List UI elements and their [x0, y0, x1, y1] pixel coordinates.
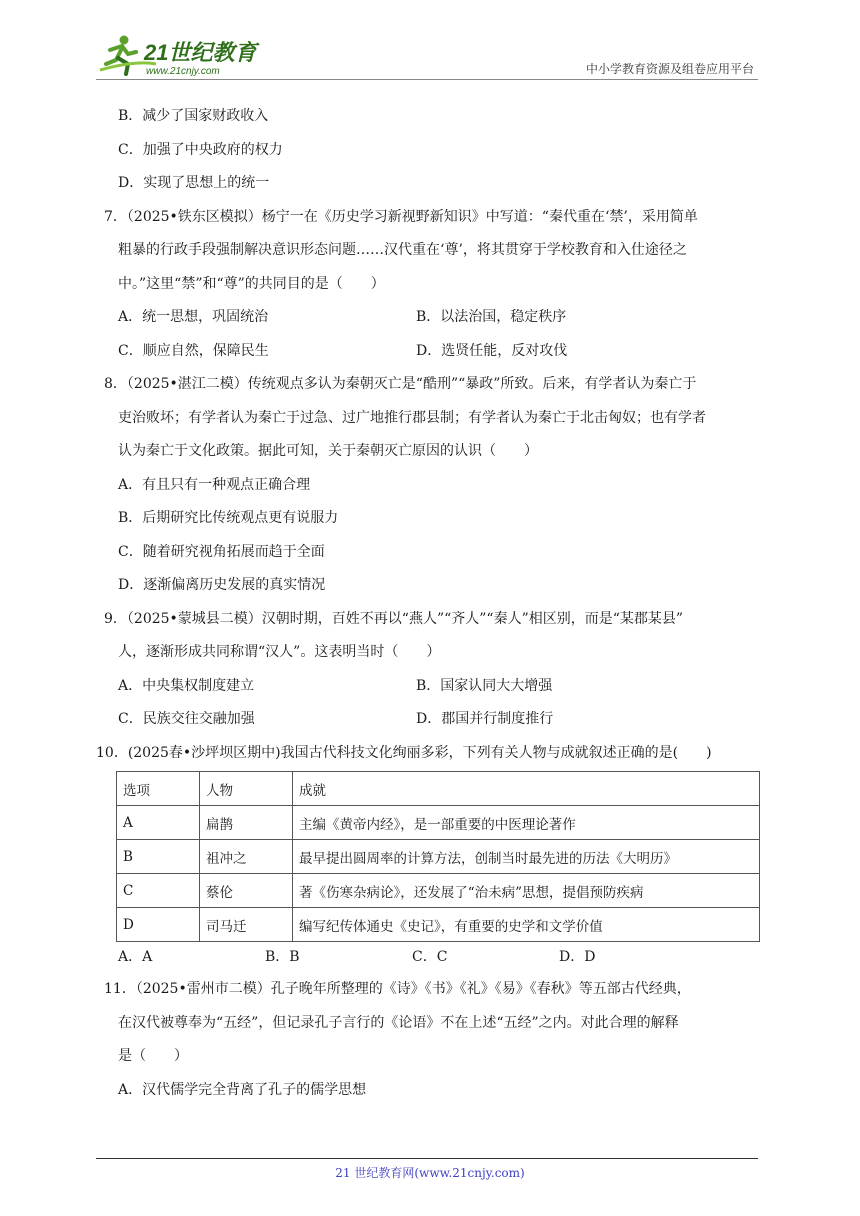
table-row [117, 874, 760, 908]
table-row [117, 806, 760, 840]
q7-options-row1 [96, 301, 764, 335]
q10-options [96, 942, 764, 973]
q9-options-row2 [96, 703, 764, 737]
q7-options-row2 [96, 335, 764, 369]
q7-stem-line2: 粗暴的行政手段强制解决意识形态问题……汉代重在‘尊’，将其贯穿于学校教育和入仕途径之 [118, 242, 687, 258]
q7-option-b: B．以法治国，稳定秩序 [416, 309, 567, 325]
q11-stem-line1: 11．（2025•雷州市二模）孔子晚年所整理的《诗》《书》《礼》《易》《春秋》等五部古代经典， [104, 981, 691, 997]
table-cell: 蔡伦 [200, 874, 293, 908]
svg-text:21世纪教育: 21世纪教育 [144, 40, 257, 65]
q11-option-a: A．汉代儒学完全背离了孔子的儒学思想 [118, 1081, 367, 1098]
q8-option-c: C．随着研究视角拓展而趋于全面 [118, 543, 325, 560]
table-cell: 祖冲之 [200, 840, 293, 874]
q8-option-d: D．逐渐偏离历史发展的真实情况 [118, 577, 326, 593]
platform-name: 中小学教育资源及组卷应用平台 [585, 62, 754, 76]
q9-option-b: B．国家认同大大增强 [416, 677, 553, 694]
q7-option-c: C．顺应自然，保障民生 [118, 342, 269, 359]
q9-option-a: A．中央集权制度建立 [118, 677, 255, 694]
q10-option-b: B．B [265, 949, 300, 965]
table-header-cell: 成就 [293, 772, 760, 806]
question-content [96, 100, 764, 1107]
svg-text:www.21cnjy.com: www.21cnjy.com [146, 66, 220, 77]
q8-option-a: A．有且只有一种观点正确合理 [118, 476, 311, 493]
q8-stem-line3: 认为秦亡于文化政策。据此可知，关于秦朝灭亡原因的认识（ ） [118, 443, 538, 459]
q9-option-c: C．民族交往交融加强 [118, 711, 255, 727]
q10-option-a: A．A [118, 949, 153, 965]
q8-option-b: B．后期研究比传统观点更有说服力 [118, 510, 339, 526]
table-row [117, 908, 760, 942]
logo-21cnjy [96, 34, 266, 78]
q9-stem-line1: 9．（2025•蒙城县二模）汉朝时期，百姓不再以“燕人”“齐人”“秦人”相区别，而是“某郡某县” [104, 610, 684, 627]
prev-option-c: C．加强了中央政府的权力 [118, 141, 283, 158]
table-cell: B [117, 840, 200, 874]
q10-option-c: C．C [412, 949, 448, 965]
q10-option-d: D．D [559, 949, 596, 965]
q11-stem-line3: 是（ ） [118, 1048, 188, 1064]
table-cell: A [117, 806, 200, 840]
q9-stem-line2: 人，逐渐形成共同称谓“汉人”。这表明当时（ ） [118, 644, 441, 660]
table-cell: C [117, 874, 200, 908]
header-divider [96, 79, 758, 80]
q10-stem: 10．(2025春•沙坪坝区期中)我国古代科技文化绚丽多彩，下列有关人物与成就叙述正确的是( ) [96, 744, 712, 761]
page-footer: 21 世纪教育网(www.21cnjy.com) [335, 1166, 525, 1180]
q9-options-row1 [96, 670, 764, 704]
table-row [117, 840, 760, 874]
q7-stem-line3: 中。”这里“禁”和“尊”的共同目的是（ ） [118, 275, 385, 292]
q8-stem-line2: 吏治败坏；有学者认为秦亡于过急、过广地推行郡县制；有学者认为秦亡于北击匈奴；也有学者 [118, 409, 706, 426]
q11-stem-line2: 在汉代被尊奉为“五经”，但记录孔子言行的《论语》不在上述“五经”之内。对此合理的解释 [118, 1014, 679, 1031]
prev-option-b: B．减少了国家财政收入 [118, 108, 269, 124]
table-cell: D [117, 908, 200, 942]
table-cell: 司马迁 [200, 908, 293, 942]
q10-table [116, 771, 760, 942]
q9-option-d: D．郡国并行制度推行 [416, 711, 554, 727]
q7-option-d: D．选贤任能，反对攻伐 [416, 342, 568, 359]
table-header-row [117, 772, 760, 806]
table-cell: 扁鹊 [200, 806, 293, 840]
table-cell: 主编《黄帝内经》，是一部重要的中医理论著作 [293, 806, 760, 840]
table-cell: 编写纪传体通史《史记》，有重要的史学和文学价值 [293, 908, 760, 942]
footer-divider [96, 1158, 758, 1159]
table-cell: 最早提出圆周率的计算方法，创制当时最先进的历法《大明历》 [293, 840, 760, 874]
q7-stem-line1: 7．（2025•铁东区模拟）杨宁一在《历史学习新视野新知识》中写道：“秦代重在‘禁’，采用简单 [104, 208, 698, 225]
table-cell: 著《伤寒杂病论》，还发展了“治未病”思想，提倡预防疾病 [293, 874, 760, 908]
page-header [96, 34, 758, 80]
q7-option-a: A．统一思想，巩固统治 [118, 309, 269, 325]
table-header-cell: 人物 [200, 772, 293, 806]
prev-option-d: D．实现了思想上的统一 [118, 175, 270, 191]
table-header-cell: 选项 [117, 772, 200, 806]
q8-stem-line1: 8．（2025•湛江二模）传统观点多认为秦朝灭亡是“酷刑”“暴政”所致。后来，有学者认为秦亡于 [104, 376, 697, 392]
